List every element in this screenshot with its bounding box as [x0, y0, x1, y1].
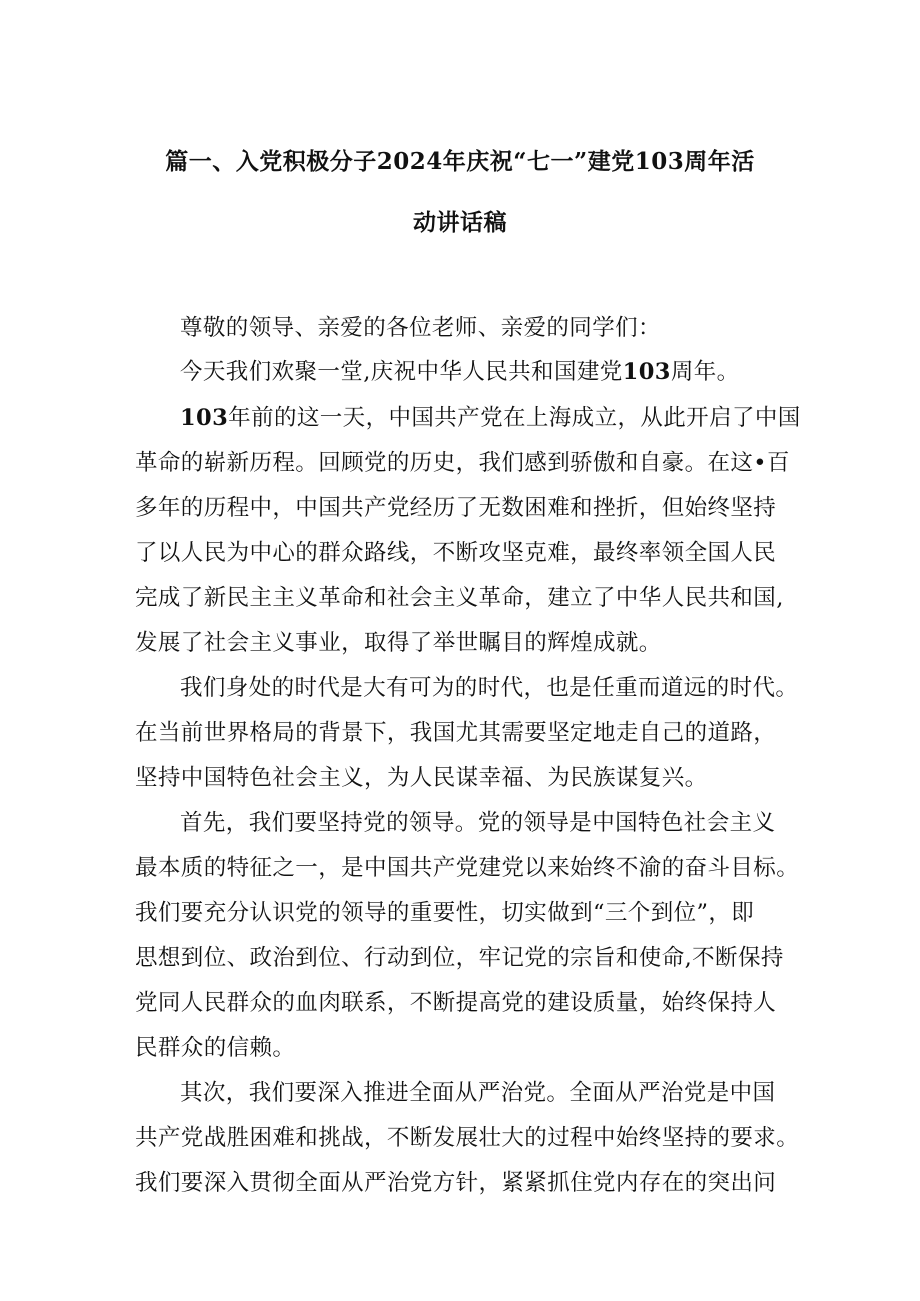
text-segment: 年前的这一天，中国共产党在上海成立，从此开启了中国: [228, 405, 801, 431]
paragraph-line: 共产党战胜困难和挑战，不断发展壮大的过程中始终坚持的要求。: [135, 1125, 800, 1151]
text-segment: 今天我们欢聚一堂,庆祝中华人民共和国建党: [180, 359, 623, 385]
number-103: 103: [622, 359, 671, 385]
paragraph-line: 完成了新民主主义革命和社会主义革命，建立了中华人民共和国,: [135, 585, 784, 611]
paragraph-line: 多年的历程中，中国共产党经历了无数困难和挫折，但始终坚持: [135, 495, 777, 521]
number-103: 103: [180, 405, 229, 431]
document-title-line-1: 篇一、入党积极分子2024年庆祝“七一”建党103周年活: [165, 148, 755, 175]
paragraph-line: [180, 357, 740, 387]
paragraph-line: 了以人民为中心的群众路线，不断攻坚克难，最终率领全国人民: [135, 540, 777, 566]
paragraph-line: 我们要深入贯彻全面从严治党方针，紧紧抓住党内存在的突出问: [135, 1170, 777, 1196]
paragraph-line: 我们要充分认识党的领导的重要性，切实做到“三个到位”，即: [135, 900, 755, 926]
paragraph-line: 坚持中国特色社会主义，为人民谋幸福、为民族谋复兴。: [135, 765, 708, 791]
salutation: 尊敬的领导、亲爱的各位老师、亲爱的同学们：: [180, 315, 661, 341]
paragraph-line: 在当前世界格局的背景下，我国尤其需要坚定地走自己的道路，: [135, 720, 777, 746]
paragraph-line: 首先，我们要坚持党的领导。党的领导是中国特色社会主义: [180, 810, 776, 836]
paragraph-line: 思想到位、政治到位、行动到位，牢记党的宗旨和使命,不断保持: [135, 945, 784, 971]
paragraph-line: 我们身处的时代是大有可为的时代，也是任重而道远的时代。: [180, 675, 799, 701]
document-title-line-2: 动讲话稿: [413, 209, 507, 236]
paragraph-line: [180, 403, 801, 433]
text-segment: 周年。: [670, 359, 740, 385]
paragraph-line: 革命的崭新历程。回顾党的历史，我们感到骄傲和自豪。在这•百: [135, 450, 790, 476]
paragraph-line: 发展了社会主义事业，取得了举世瞩目的辉煌成就。: [135, 630, 662, 656]
paragraph-line: 民群众的信赖。: [135, 1035, 296, 1061]
paragraph-line: 其次，我们要深入推进全面从严治党。全面从严治党是中国: [180, 1080, 776, 1106]
paragraph-line: 最本质的特征之一，是中国共产党建党以来始终不渝的奋斗目标。: [135, 855, 800, 881]
paragraph-line: 党同人民群众的血肉联系，不断提高党的建设质量，始终保持人: [135, 990, 777, 1016]
